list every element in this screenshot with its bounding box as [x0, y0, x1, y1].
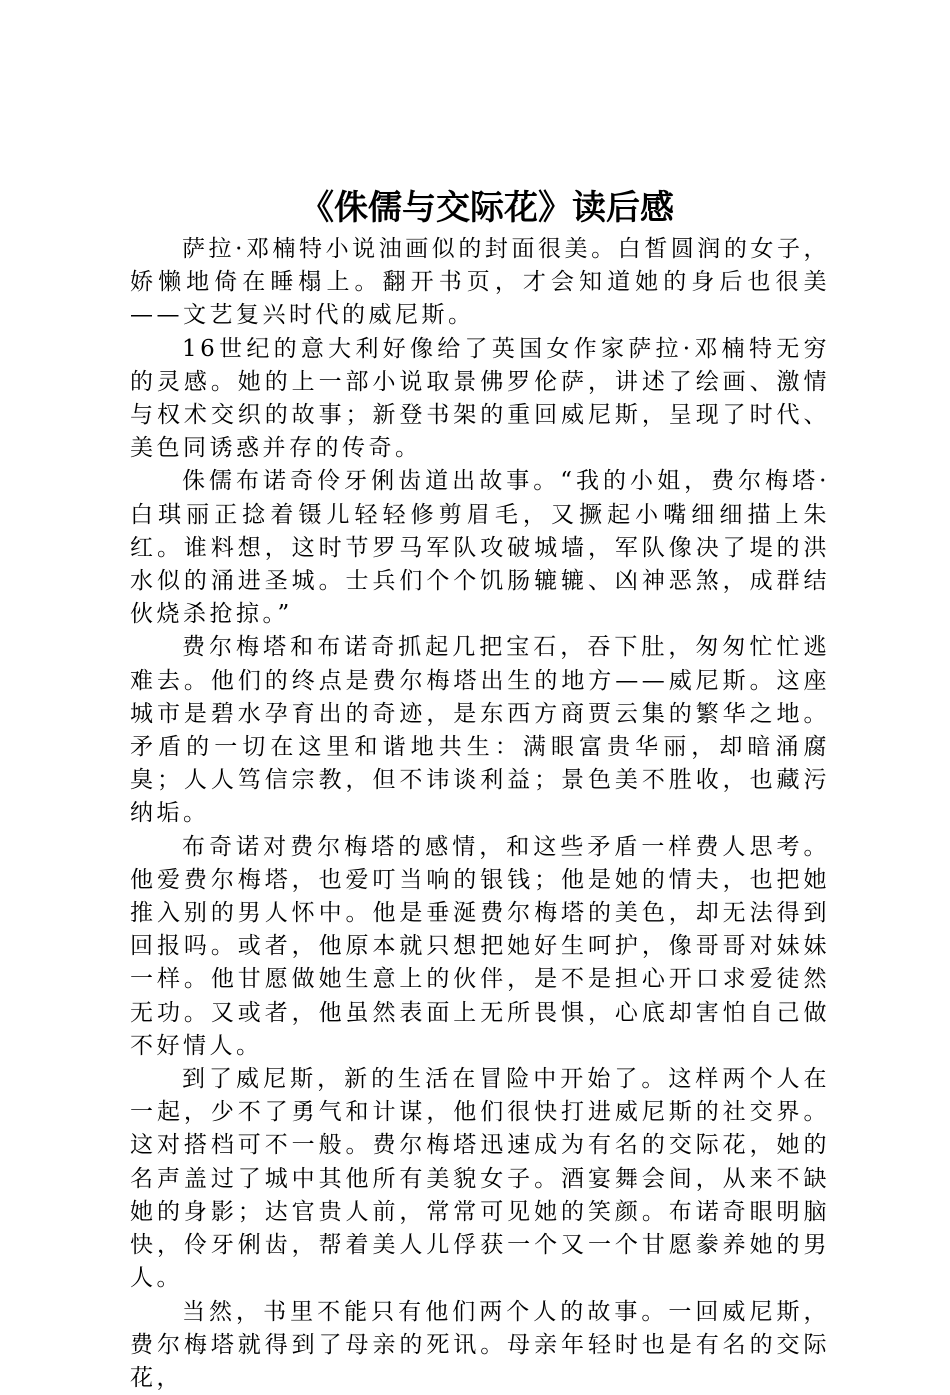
- paragraph: 萨拉·邓楠特小说油画似的封面很美。白皙圆润的女子，娇懒地倚在睡榻上。翻开书页，才会知道她的身后也很美——文艺复兴时代的威尼斯。: [130, 233, 830, 333]
- paragraph: 到了威尼斯，新的生活在冒险中开始了。这样两个人在一起，少不了勇气和计谋，他们很快打进威尼斯的社交界。这对搭档可不一般。费尔梅塔迅速成为有名的交际花，她的名声盖过了城中其他所有美貌女子。酒宴舞会间，从来不缺她的身影；达官贵人前，常常可见她的笑颜。布诺奇眼明脑快，伶牙俐齿，帮着美人儿俘获一个又一个甘愿豢养她的男人。: [130, 1063, 830, 1295]
- paragraph: 侏儒布诺奇伶牙俐齿道出故事。“我的小姐，费尔梅塔·白琪丽正捻着镊儿轻轻修剪眉毛，又撅起小嘴细细描上朱红。谁料想，这时节罗马军队攻破城墙，军队像决了堤的洪水似的涌进圣城。士兵们个个饥肠辘辘、凶神恶煞，成群结伙烧杀抢掠。”: [130, 465, 830, 631]
- document-body: [130, 233, 830, 1395]
- paragraph: 布奇诺对费尔梅塔的感情，和这些矛盾一样费人思考。他爱费尔梅塔，也爱叮当响的银钱；他是她的情夫，也把她推入别的男人怀中。他是垂涎费尔梅塔的美色，却无法得到回报吗。或者，他原本就只想把她好生呵护，像哥哥对妹妹一样。他甘愿做她生意上的伙伴，是不是担心开口求爱徒然无功。又或者，他虽然表面上无所畏惧，心底却害怕自己做不好情人。: [130, 831, 830, 1063]
- paragraph: 16世纪的意大利好像给了英国女作家萨拉·邓楠特无穷的灵感。她的上一部小说取景佛罗伦萨，讲述了绘画、激情与权术交织的故事；新登书架的重回威尼斯，呈现了时代、美色同诱惑并存的传奇。: [130, 333, 830, 466]
- document-title: 《侏儒与交际花》读后感: [0, 183, 950, 233]
- paragraph: 当然，书里不能只有他们两个人的故事。一回威尼斯，费尔梅塔就得到了母亲的死讯。母亲年轻时也是有名的交际花，: [130, 1296, 830, 1395]
- paragraph: 费尔梅塔和布诺奇抓起几把宝石，吞下肚，匆匆忙忙逃难去。他们的终点是费尔梅塔出生的地方——威尼斯。这座城市是碧水孕育出的奇迹，是东西方商贾云集的繁华之地。矛盾的一切在这里和谐地共生：满眼富贵华丽，却暗涌腐臭；人人笃信宗教，但不讳谈利益；景色美不胜收，也藏污纳垢。: [130, 631, 830, 830]
